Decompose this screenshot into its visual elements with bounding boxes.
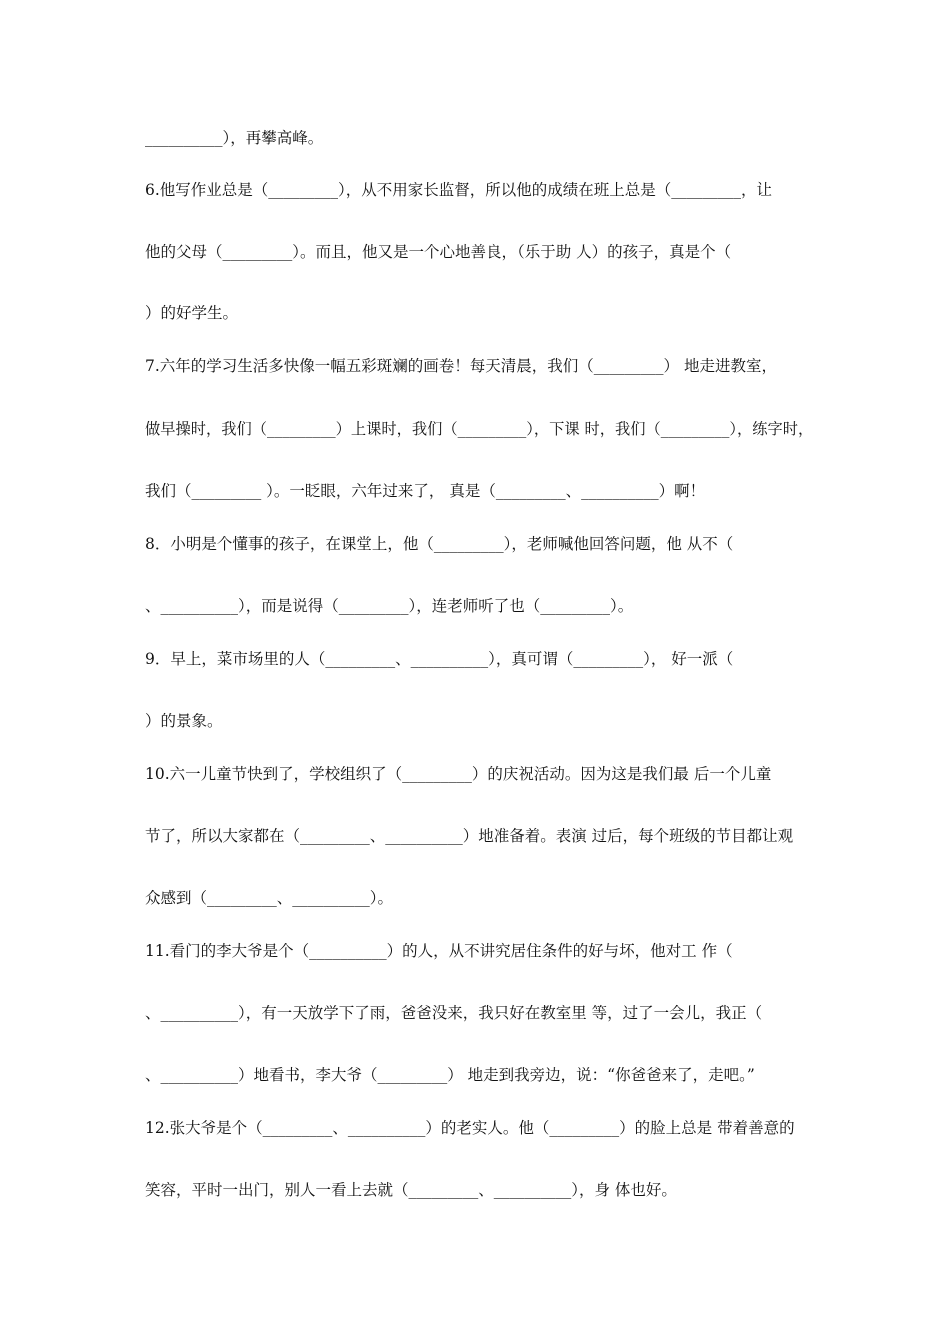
text-line: 我们（_________ ）。一眨眼，六年过来了， 真是（_________、__________）啊！ [145,482,706,500]
text-line: 6.他写作业总是（_________），从不用家长监督，所以他的成绩在班上总是（_________，让 [145,181,773,199]
text-line: 、__________），而是说得（_________），连老师听了也（_________）。 [145,597,634,615]
text-line: 节了，所以大家都在（_________、__________）地准备着。表演 过后，每个班级的节目都让观 [145,827,794,845]
text-line: __________），再攀高峰。 [145,129,324,147]
text-line: 众感到（_________、__________）。 [145,889,394,907]
text-line: 7.六年的学习生活多快像一幅五彩斑斓的画卷！每天清晨，我们（_________） 地走进教室， [145,357,777,375]
text-line: 9．早上，菜市场里的人（_________、__________），真可谓（_________）， 好一派（ [145,650,734,668]
text-line: 、__________）地看书，李大爷（_________） 地走到我旁边，说：“你爸爸来了，走吧。” [145,1066,755,1084]
text-line: ）的景象。 [145,712,223,730]
text-line: 8．小明是个懂事的孩子，在课堂上，他（_________），老师喊他回答问题，他 从不（ [145,535,734,553]
text-line: 、__________），有一天放学下了雨，爸爸没来，我只好在教室里 等，过了一会儿，我正（ [145,1004,763,1022]
text-line: 做早操时，我们（_________）上课时，我们（_________），下课 时，我们（_________），练字时， [145,420,814,438]
text-line: 他的父母（_________）。而且，他又是一个心地善良，（乐于助 人）的孩子，真是个（ [145,243,732,261]
text-line: ）的好学生。 [145,304,239,322]
text-line: 12.张大爷是个（_________、__________）的老实人。他（_________）的脸上总是 带着善意的 [145,1119,795,1137]
text-line: 11.看门的李大爷是个（__________）的人，从不讲究居住条件的好与坏，他对工 作（ [145,942,733,960]
text-line: 笑容，平时一出门，别人一看上去就（_________、__________），身 体也好。 [145,1181,677,1199]
text-line: 10.六一儿童节快到了，学校组织了（_________）的庆祝活动。因为这是我们最 后一个儿童 [145,765,772,783]
